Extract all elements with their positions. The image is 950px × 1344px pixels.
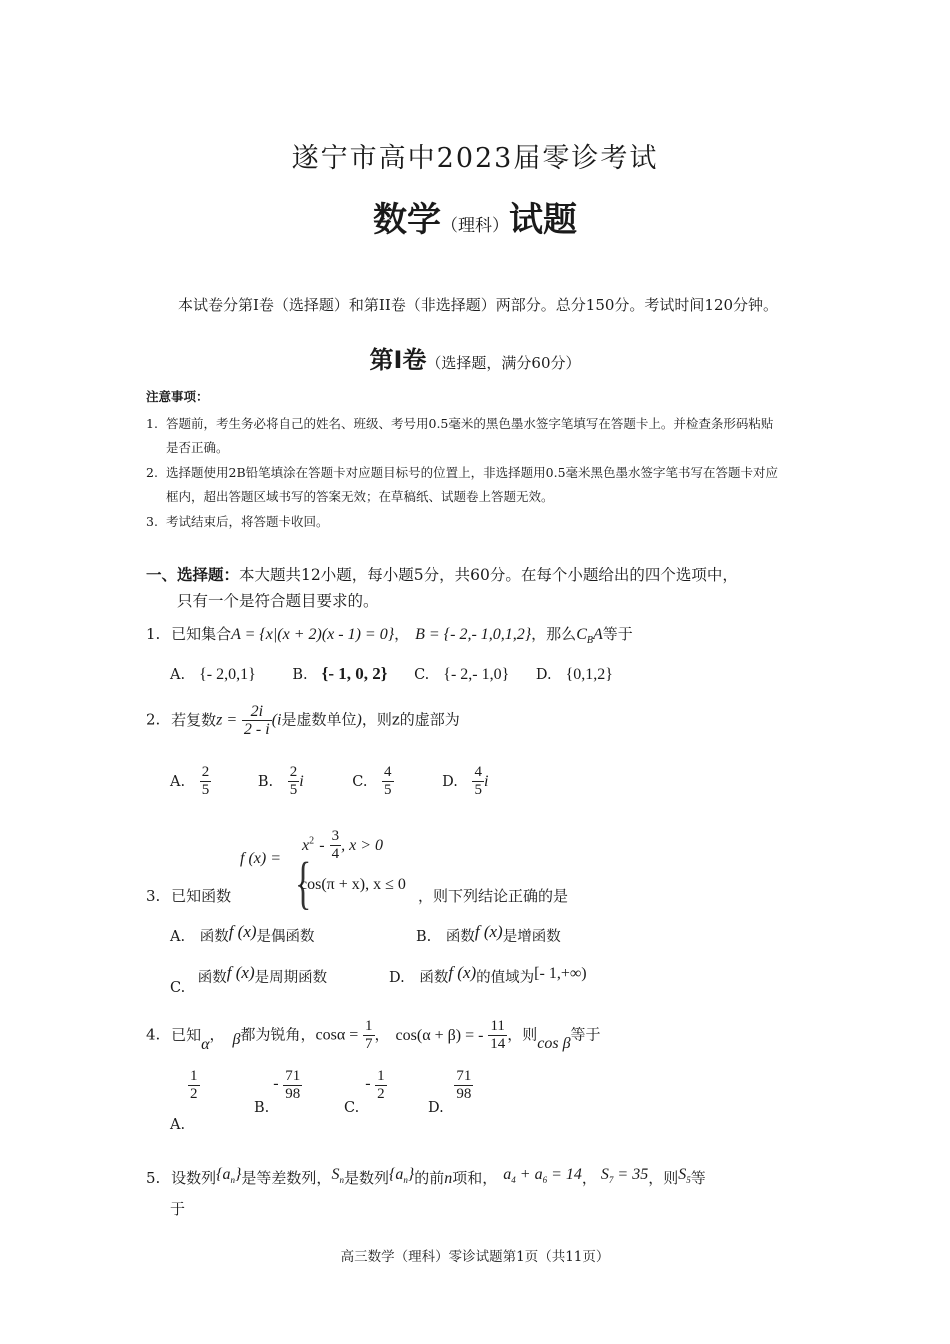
q3-option-a: A. 函数f (x)是偶函数 — [170, 922, 315, 945]
q1-sep: ， — [394, 625, 410, 643]
notice-num: 3. — [146, 514, 158, 529]
q3-case-2: cos(π + x), x ≤ 0 — [300, 876, 406, 893]
q2-lead: 若复数 — [171, 710, 217, 729]
notice-item-1 — [146, 412, 811, 460]
q1-options — [170, 664, 613, 684]
q4-option-a: $\frac{1}{2}$ A. — [170, 1068, 198, 1133]
q3-tail: ，则下列结论正确的是 — [418, 887, 569, 905]
q2-i-var: i — [277, 711, 282, 729]
q2-option-d: D. $\frac{4}{5}$ i — [442, 764, 489, 798]
q1-end: 等于 — [602, 625, 633, 643]
q1-tail: ，那么 — [531, 625, 577, 643]
q2-zeq: z = — [216, 711, 238, 729]
q5-sep: ， — [581, 1169, 597, 1187]
q4-sep: ， — [209, 1025, 225, 1044]
q4-mid: 都为锐角， — [240, 1025, 316, 1044]
q1-option-d: D. {0,1,2} — [535, 666, 613, 683]
q4-option-b: B.- $\frac{71}{98}$ — [254, 1068, 301, 1116]
question-5 — [146, 1166, 706, 1188]
notice-cont: 框内，超出答题区域书写的答案无效；在草稿纸、试题卷上答题无效。 — [166, 489, 554, 504]
q4-cos-ab: cos(α + β) = - — [395, 1026, 484, 1044]
intro-paragraph: 本试卷分第Ⅰ卷（选择题）和第II卷（非选择题）两部分。总分150分。考试时间120分钟。 — [178, 296, 779, 314]
q5-cont: 于 — [170, 1200, 186, 1218]
notice-text: 答题前，考生务必将自己的姓名、班级、考号用0.5毫米的黑色墨水签字笔填写在答题卡上。并检查条形码粘贴 — [166, 416, 774, 431]
section-subtitle: （选择题，满分60分） — [426, 354, 581, 372]
q1-lead: 已知集合 — [171, 625, 232, 643]
q3-option-d: D. 函数f (x)的值域为[- 1,+∞) — [389, 963, 587, 986]
q4-sep2: ， — [374, 1025, 390, 1044]
q4-option-c: C.- $\frac{1}{2}$ — [344, 1068, 385, 1116]
q2-paren-text: 是虚数单位 — [281, 710, 357, 729]
section-title — [0, 340, 950, 375]
q1-num: 1. — [146, 625, 161, 643]
q2-num: 2. — [146, 710, 161, 729]
q4-cos-beta: cos β — [537, 1034, 571, 1052]
q2-fraction: $\frac{2i}{2 - i}$ — [243, 703, 270, 738]
exam-title: 遂宁市高中2023届零诊考试 — [291, 143, 659, 174]
q5-num: 5. — [146, 1169, 161, 1187]
q5-eq1: $a_4 + a_6 = 14$ — [503, 1166, 582, 1186]
q5-t5: ，则 — [648, 1169, 679, 1187]
section-title-main: 第Ⅰ卷 — [369, 346, 427, 374]
q4-num: 4. — [146, 1025, 161, 1044]
q1-complement: $C_BA$ — [576, 626, 603, 647]
q5-lead: 设数列 — [171, 1169, 217, 1187]
subject-paren: （理科） — [441, 216, 509, 236]
q1-set-b: B = {- 2,- 1,0,1,2} — [415, 626, 532, 643]
q4-end: 等于 — [570, 1025, 601, 1044]
q2-paren-open: ( — [271, 711, 278, 729]
q1-set-a: A = {x|(x + 2)(x - 1) = 0} — [231, 626, 395, 643]
part1-cont: 只有一个是符合题目要求的。 — [177, 592, 379, 610]
q5-eq2: $S_7 = 35$ — [600, 1166, 649, 1186]
q5-s5: $S_5$ — [678, 1166, 691, 1186]
question-4 — [146, 1018, 601, 1053]
notice-cont: 是否正确。 — [166, 440, 229, 455]
subject-main: 数学 — [373, 200, 441, 240]
notice-heading: 注意事项： — [146, 389, 209, 404]
q5-t1: 是等差数列， — [241, 1169, 332, 1187]
notice-text: 选择题使用2B铅笔填涂在答题卡对应题目标号的位置上，非选择题用0.5毫米黑色墨水签字笔书写在答题卡对应 — [166, 465, 779, 480]
question-2 — [146, 703, 460, 738]
q3-piecewise-brace: { — [295, 852, 312, 916]
q4-cos-alpha: cosα = — [315, 1026, 359, 1044]
q5-seq-an: $\{a_n\}$ — [216, 1166, 242, 1186]
q2-paren-close: ) — [356, 711, 362, 729]
q2-option-a: A. $\frac{2}{5}$ — [170, 764, 210, 798]
question-1 — [146, 623, 633, 646]
q1-option-b: B. {- 1, 0, 2} — [292, 664, 388, 683]
q5-seq-an-2: $\{a_n\}$ — [388, 1166, 415, 1186]
q2-options — [170, 764, 488, 799]
q5-t6: 等 — [690, 1169, 706, 1187]
notice-num: 2. — [146, 465, 158, 480]
part1-heading — [146, 562, 811, 614]
notice-item-2 — [146, 461, 811, 509]
notice-item-3 — [146, 510, 811, 534]
question-3 — [146, 885, 231, 906]
q4-cos-ab-frac: $\frac{11}{14}$ — [490, 1018, 506, 1052]
q3-case-1: $x^2$ - $\frac{3}{4}$ , x > 0 — [302, 828, 384, 862]
q3-option-c: C. 函数f (x)是周期函数 — [170, 963, 328, 996]
q5-sn: $S_n$ — [331, 1166, 344, 1186]
q2-tail: ，则z的虚部为 — [361, 710, 460, 729]
q5-t4: 项和， — [452, 1169, 498, 1187]
part1-text: 本大题共12小题，每小题5分，共60分。在每个小题给出的四个选项中， — [239, 566, 738, 584]
page-footer: 高三数学（理科）零诊试题第1页（共11页） — [340, 1249, 610, 1265]
q5-n: n — [444, 1170, 453, 1187]
part1-label: 一、选择题： — [146, 566, 240, 584]
q1-option-c: C. {- 2,- 1,0} — [414, 666, 510, 683]
q3-option-b: B. 函数f (x)是增函数 — [416, 922, 561, 945]
q2-option-c: C. $\frac{4}{5}$ — [352, 764, 392, 798]
q2-option-b: B. $\frac{2}{5}$ i — [257, 764, 304, 798]
q5-t2: 是数列 — [343, 1169, 389, 1187]
q5-t3: 的前 — [414, 1169, 445, 1187]
q4-option-d: D. $\frac{71}{98}$ — [428, 1068, 472, 1116]
q4-alpha: α — [201, 1035, 210, 1053]
notice-num: 1. — [146, 416, 158, 431]
subject-suffix: 试题 — [509, 200, 577, 240]
q4-cos-alpha-frac: $\frac{1}{7}$ — [365, 1018, 373, 1052]
q4-lead: 已知 — [171, 1025, 202, 1044]
q1-option-a: A. {- 2,0,1} — [170, 666, 256, 683]
q4-then: ，则 — [507, 1025, 538, 1044]
q3-lead: 已知函数 — [171, 887, 232, 905]
q3-num: 3. — [146, 887, 161, 905]
notice-text: 考试结束后，将答题卡收回。 — [166, 514, 329, 529]
q4-beta: β — [232, 1030, 241, 1048]
subject-title — [0, 192, 950, 241]
q3-fx-label: f (x) = — [240, 850, 281, 867]
